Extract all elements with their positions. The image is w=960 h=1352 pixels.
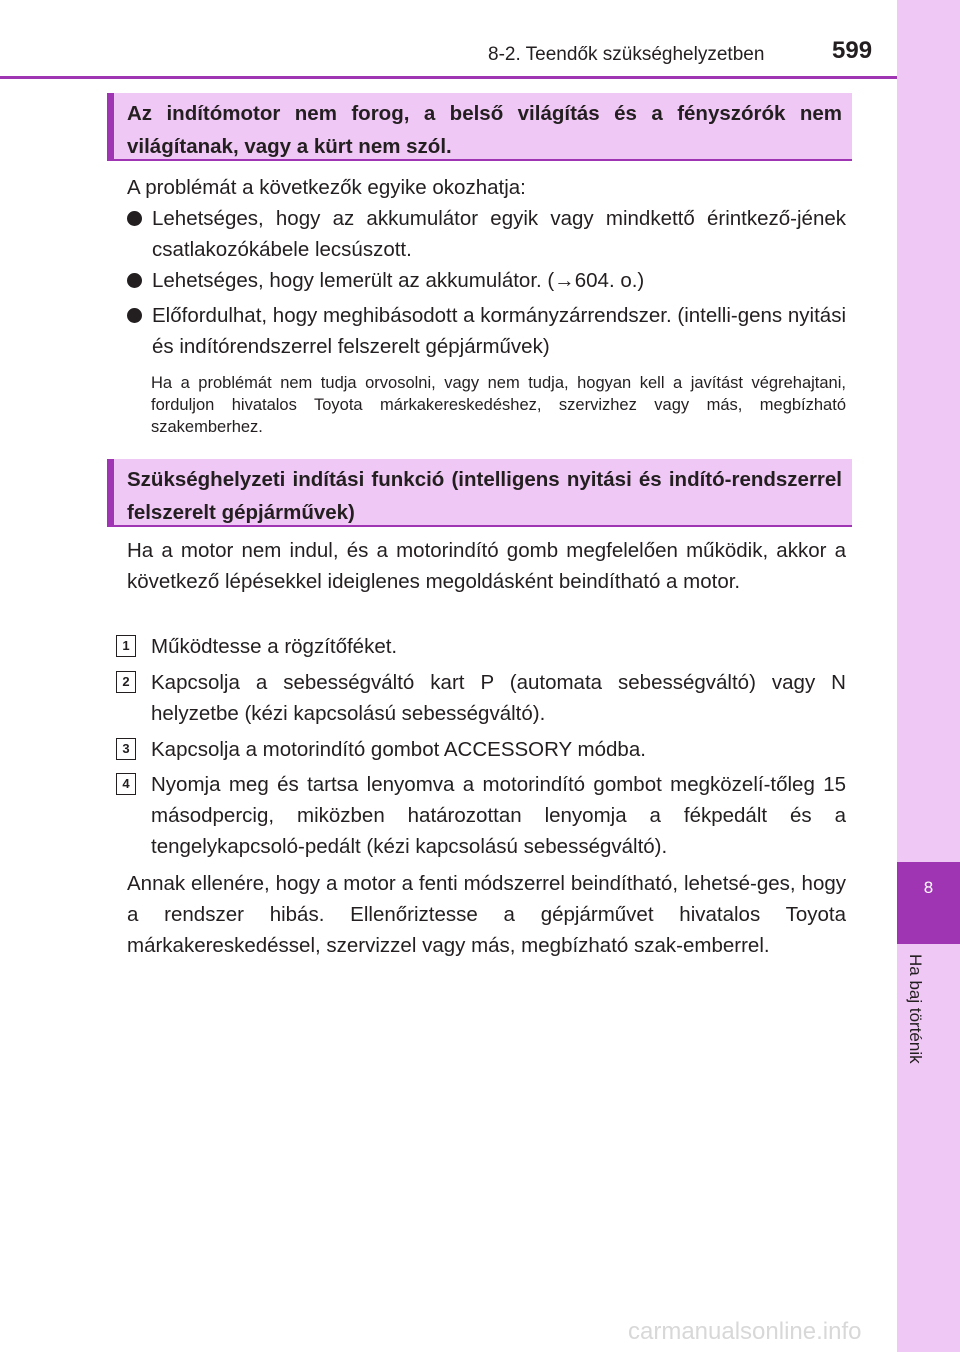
chapter-title: Ha baj történik	[906, 954, 925, 1064]
bullet-text: Lehetséges, hogy az akkumulátor egyik vagy mindkettő érintkező-jének csatlakozókábele lecsúszott.	[152, 207, 846, 261]
chapter-side-tab	[897, 0, 960, 1352]
step-text: Működtesse a rögzítőféket.	[151, 635, 398, 658]
bullet-item	[124, 265, 846, 296]
chapter-number: 8	[923, 878, 934, 897]
section1-note: Ha a problémát nem tudja orvosolni, vagy nem tudja, hogyan kell a javítást végrehajtani, forduljon hivatalos Toyota márkakereskedéshez, szervizhez vagy más, megbízható szakemberhez.	[151, 374, 846, 436]
step-text: Kapcsolja a sebességváltó kart P (automata sebességváltó) vagy N helyzetbe (kézi kapcsolású sebességváltó).	[151, 671, 846, 725]
step-number: 1	[116, 635, 136, 657]
section1-intro: A problémát a következők egyike okozhatja:	[127, 176, 526, 199]
bullet-dot	[127, 273, 142, 288]
step-text: Kapcsolja a motorindító gombot ACCESSORY módba.	[151, 738, 646, 761]
header-section-title: 8-2. Teendők szükséghelyzetben	[488, 44, 765, 65]
bullet-text: Lehetséges, hogy lemerült az akkumulátor. (→604. o.)	[152, 269, 645, 292]
bullet-text: Előfordulhat, hogy meghibásodott a kormányzárrendszer. (intelli-gens nyitási és indítórendszerrel felszerelt gépjárművek)	[152, 304, 846, 358]
bullet-dot	[127, 308, 142, 323]
header-rule	[0, 76, 897, 79]
section2-closing: Annak ellenére, hogy a motor a fenti módszerrel beindítható, lehetsé-ges, hogy a rendszer hibás. Ellenőriztesse a gépjárművet hivatalos Toyota márkakereskedéssel, szervizzel vagy más, megbízható szak-emberrel.	[127, 872, 846, 957]
bullet-dot	[127, 211, 142, 226]
section-heading-starter: Az indítómotor nem forog, a belső világítás és a fényszórók nem világítanak, vagy a kürt nem szól.	[107, 93, 852, 161]
page-number: 599	[832, 37, 873, 64]
step-number: 3	[116, 738, 136, 760]
step-text: Nyomja meg és tartsa lenyomva a motorindító gombot megközelí-tőleg 15 másodpercig, miközben határozottan lenyomja a fékpedált és a tengelykapcsoló-pedált (kézi kapcsolású sebességváltó).	[151, 773, 846, 858]
chapter-tab-marker	[897, 862, 960, 944]
bullet-item	[124, 300, 846, 362]
section-heading-emergency-start: Szükséghelyzeti indítási funkció (intelligens nyitási és indító-rendszerrel felszerelt gépjárművek)	[107, 459, 852, 527]
step-number: 2	[116, 671, 136, 693]
section2-intro: Ha a motor nem indul, és a motorindító gomb megfelelően működik, akkor a következő lépésekkel ideiglenes megoldásként beindítható a motor.	[127, 539, 846, 593]
step-number: 4	[116, 773, 136, 795]
footer-watermark[interactable]: carmanualsonline.info	[628, 1318, 862, 1345]
bullet-item	[124, 203, 846, 265]
